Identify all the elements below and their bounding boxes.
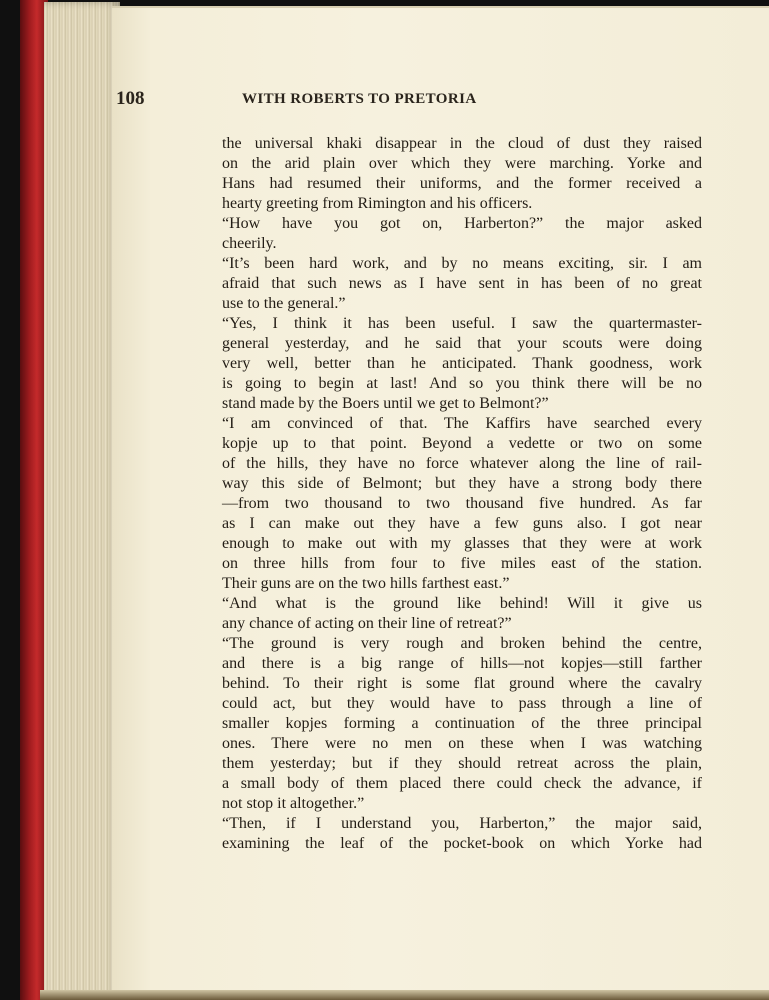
text-line: the universal khaki disappear in the cloud of dust they raised xyxy=(222,135,702,152)
text-line: general yesterday, and he said that your scouts were doing xyxy=(222,335,702,352)
text-line: is going to begin at last! And so you think there will be no xyxy=(222,375,702,392)
text-line: hearty greeting from Rimington and his officers. xyxy=(222,195,533,212)
text-line: “Yes, I think it has been useful. I saw the quartermaster- xyxy=(222,315,702,332)
text-line: stand made by the Boers until we get to Belmont?” xyxy=(222,395,549,412)
text-line: Their guns are on the two hills farthest east.” xyxy=(222,575,510,592)
text-line: “The ground is very rough and broken behind the centre, xyxy=(222,635,702,652)
page-bottom-edge xyxy=(40,990,769,1000)
page-number: 108 xyxy=(116,88,145,109)
text-line: as I can make out they have a few guns also. I got near xyxy=(222,515,702,532)
page-header xyxy=(116,88,586,116)
text-line: could act, but they would have to pass through a line of xyxy=(222,695,702,712)
text-line: on the arid plain over which they were marching. Yorke and xyxy=(222,155,702,172)
text-line: use to the general.” xyxy=(222,295,346,312)
text-line: on three hills from four to five miles east of the station. xyxy=(222,555,702,572)
text-line: not stop it altogether.” xyxy=(222,795,365,812)
text-line: examining the leaf of the pocket-book on which Yorke had xyxy=(222,835,702,852)
text-line: enough to make out with my glasses that they were at work xyxy=(222,535,702,552)
text-line: and there is a big range of hills—not kopjes—still farther xyxy=(222,655,702,672)
body-text xyxy=(222,134,702,854)
text-line: them yesterday; but if they should retreat across the plain, xyxy=(222,755,702,772)
text-line: Hans had resumed their uniforms, and the former received a xyxy=(222,175,702,192)
text-line: “How have you got on, Harberton?” the major asked xyxy=(222,215,702,232)
text-line: ones. There were no men on these when I was watching xyxy=(222,735,702,752)
text-line: smaller kopjes forming a continuation of the three principal xyxy=(222,715,702,732)
text-line: “I am convinced of that. The Kaffirs have searched every xyxy=(222,415,702,432)
text-line: a small body of them placed there could check the advance, if xyxy=(222,775,702,792)
running-title: WITH ROBERTS TO PRETORIA xyxy=(242,91,477,107)
text-line: very well, better than he anticipated. Thank goodness, work xyxy=(222,355,702,372)
text-line: “Then, if I understand you, Harberton,” the major said, xyxy=(222,815,702,832)
text-line: —from two thousand to two thousand five hundred. As far xyxy=(222,495,702,512)
text-line: behind. To their right is some flat ground where the cavalry xyxy=(222,675,702,692)
text-line: kopje up to that point. Beyond a vedette or two on some xyxy=(222,435,702,452)
text-line: cheerily. xyxy=(222,235,277,252)
text-line: “It’s been hard work, and by no means exciting, sir. I am xyxy=(222,255,702,272)
text-line: afraid that such news as I have sent in has been of no great xyxy=(222,275,702,292)
text-line: way this side of Belmont; but they have a strong body there xyxy=(222,475,702,492)
text-line: of the hills, they have no force whatever along the line of rail- xyxy=(222,455,702,472)
text-line: any chance of acting on their line of retreat?” xyxy=(222,615,512,632)
page-edges xyxy=(44,2,120,998)
text-line: “And what is the ground like behind! Will it give us xyxy=(222,595,702,612)
